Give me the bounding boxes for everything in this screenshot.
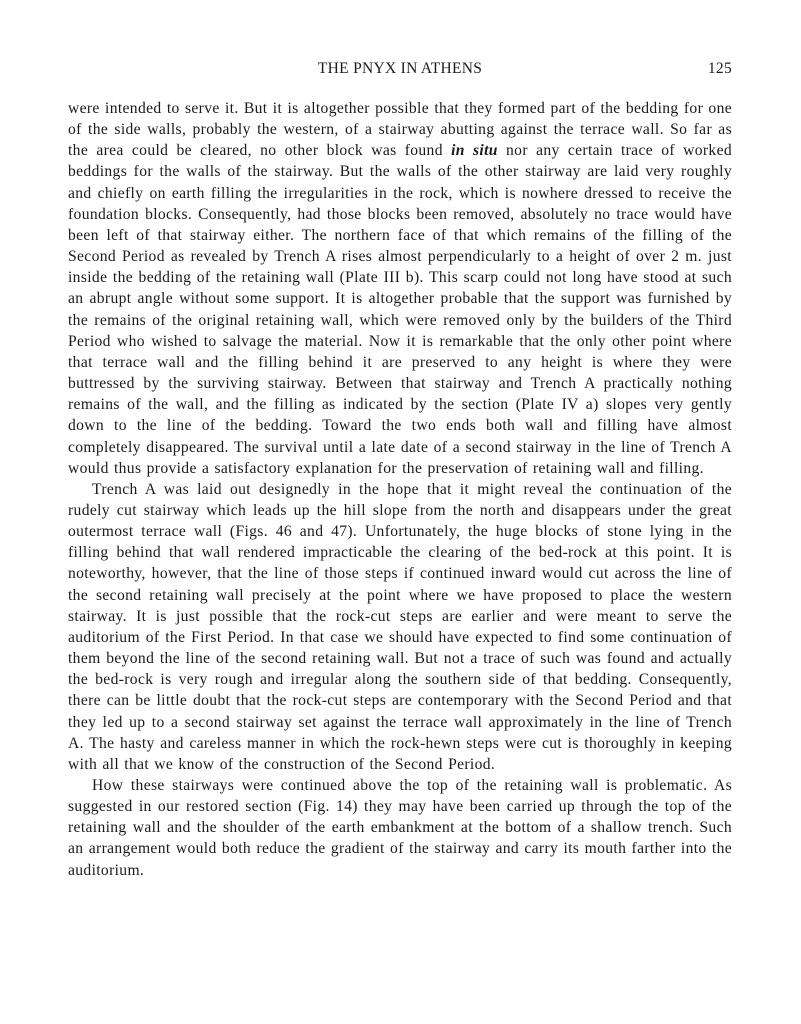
italic-term-in-situ: in situ: [451, 142, 498, 160]
page: [68, 58, 732, 881]
running-title: THE PNYX IN ATHENS: [317, 60, 483, 77]
body-text: [68, 98, 732, 881]
page-number: 125: [707, 60, 732, 77]
paragraph-1-text-a: were intended to serve it. But it is altogether possible that they formed part of the bedding for one of the side walls, probably the western, of a stairway abutting against the terrace wall. So far as the area could be cleared, no other block was found: [68, 100, 732, 160]
paragraph-1-text-b: nor any certain trace of worked beddings for the walls of the stairway. But the walls of the other stairway are laid very roughly and chiefly on earth filling the irregularities in the rock, which is nowhere dressed to receive the foundation blocks. Consequently, had those blocks been removed, absolutely no trace would have been left of that stairway either. The northern face of that which remains of the filling of the Second Period as revealed by Trench A rises almost perpendicularly to a height of over 2 m. just inside the bedding of the retaining wall (Plate III b). This scarp could not long have stood at such an abrupt angle without some support. It is altogether probable that the support was furnished by the remains of the original retaining wall, which were removed only by the builders of the Third Period who wished to salvage the material. Now it is remarkable that the only other point where that terrace wall and the filling behind it are preserved to any height is where they were buttressed by the surviving stairway. Between that stairway and Trench A practically nothing remains of the wall, and the filling as indicated by the section (Plate IV a) slopes very gently down to the line of the bedding. Toward the two ends both wall and filling have almost completely disappeared. The survival until a late date of a second stairway in the line of Trench A would thus provide a satisfactory explanation for the preservation of retaining wall and filling.: [68, 142, 732, 477]
paragraph-3: How these stairways were continued above the top of the retaining wall is problematic. As suggested in our restored section (Fig. 14) they may have been carried up through the top of the retaining wall and the shoulder of the earth embankment at the bottom of a shallow trench. Such an arrangement would both reduce the gradient of the stairway and carry its mouth farther into the auditorium.: [68, 777, 732, 879]
paragraph-1: [68, 98, 732, 479]
paragraph-2: Trench A was laid out designedly in the hope that it might reveal the continuation of the rudely cut stairway which leads up the hill slope from the north and disappears under the great outermost terrace wall (Figs. 46 and 47). Unfortunately, the huge blocks of stone lying in the filling behind that wall rendered impracticable the clearing of the bed-rock at this point. It is noteworthy, however, that the line of those steps if continued inward would cut across the line of the second retaining wall precisely at the point where we have proposed to place the western stairway. It is just possible that the rock-cut steps are earlier and were meant to serve the auditorium of the First Period. In that case we should have expected to find some continuation of them beyond the line of the second retaining wall. But not a trace of such was found and actually the bed-rock is very rough and irregular along the southern side of that bedding. Consequently, there can be little doubt that the rock-cut steps are contemporary with the Second Period and that they led up to a second stairway set against the terrace wall approximately in the line of Trench A. The hasty and careless manner in which the rock-hewn steps were cut is thoroughly in keeping with all that we know of the construction of the Second Period.: [68, 480, 732, 773]
running-head: [68, 58, 732, 84]
